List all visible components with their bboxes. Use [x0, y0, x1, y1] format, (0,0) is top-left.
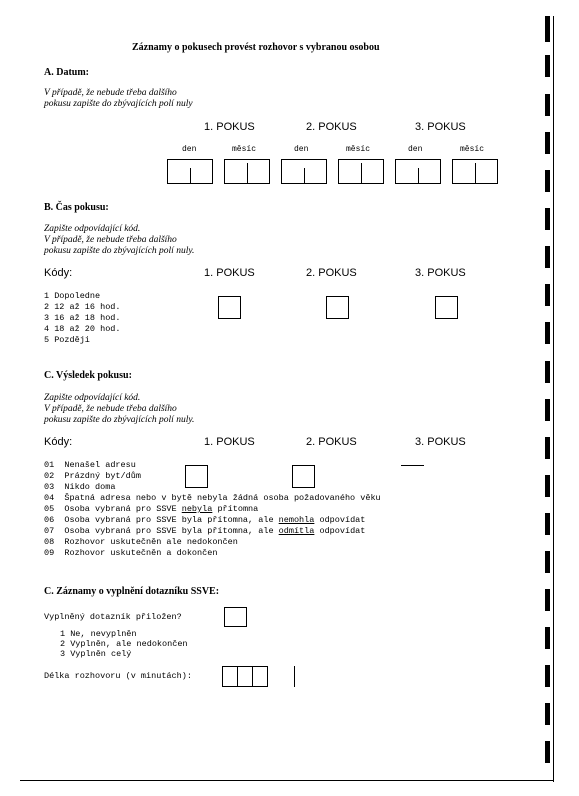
result-code-06: 06 Osoba vybraná pro SSVE byla přítomna, ale nemohla odpovídat — [44, 515, 366, 525]
time-code-2: 2 12 až 16 hod. — [44, 302, 121, 312]
duration-field-mark — [294, 666, 295, 687]
registration-mark — [545, 322, 550, 344]
interview-duration-field[interactable] — [222, 666, 268, 687]
questionnaire-attached-question: Vyplněný dotazník přiložen? — [44, 612, 182, 622]
attempt-2-time-code-box[interactable] — [326, 296, 349, 319]
section-c-instruction-2: V případě, že nebude třeba dalšího — [44, 404, 177, 414]
section-b-attempt-2: 2. POKUS — [306, 267, 357, 279]
registration-mark — [545, 703, 550, 725]
registration-mark — [545, 208, 550, 230]
registration-mark — [545, 627, 550, 649]
section-a-attempt-2: 2. POKUS — [306, 121, 357, 133]
section-b-instruction-3: pokusu zapište do zbývajících polí nuly. — [44, 246, 195, 256]
attempt-3-month-field[interactable] — [452, 159, 498, 184]
questionnaire-attached-box[interactable] — [224, 607, 247, 627]
completion-option-3: 3 Vyplněn celý — [60, 649, 132, 659]
registration-mark — [545, 551, 550, 573]
result-code-07: 07 Osoba vybraná pro SSVE byla přítomna, ale odmítla odpovídat — [44, 526, 366, 536]
attempt-1-time-code-box[interactable] — [218, 296, 241, 319]
registration-mark — [545, 132, 550, 154]
registration-mark — [545, 284, 550, 306]
time-code-4: 4 18 až 20 hod. — [44, 324, 121, 334]
result-code-05: 05 Osoba vybraná pro SSVE nebyla přítomna — [44, 504, 259, 514]
registration-mark — [545, 170, 550, 192]
section-b-instruction-2: V případě, že nebude třeba dalšího — [44, 235, 177, 245]
section-c-heading: C. Výsledek pokusu: — [44, 370, 132, 381]
registration-mark — [545, 589, 550, 611]
section-c-attempt-3: 3. POKUS — [415, 436, 466, 448]
section-b-attempt-3: 3. POKUS — [415, 267, 466, 279]
section-b-codes-label: Kódy: — [44, 267, 73, 279]
section-d-heading: C. Záznamy o vyplnění dotazníku SSVE: — [44, 586, 220, 597]
attempt-3-time-code-box[interactable] — [435, 296, 458, 319]
attempt-2-day-label: den — [294, 145, 309, 154]
section-a-attempt-1: 1. POKUS — [204, 121, 255, 133]
section-c-instruction-1: Zapište odpovídající kód. — [44, 393, 141, 403]
registration-mark — [545, 55, 550, 77]
page-edge-bottom — [20, 780, 554, 781]
attempt-3-month-label: měsíc — [460, 145, 485, 154]
result-code-01: 01 Nenašel adresu — [44, 460, 136, 470]
result-code-04: 04 Špatná adresa nebo v bytě nebyla žádná osoba požadovaného věku — [44, 493, 381, 503]
section-a-instruction-1: V případě, že nebude třeba dalšího — [44, 88, 177, 98]
registration-mark — [545, 94, 550, 116]
time-code-1: 1 Dopoledne — [44, 291, 101, 301]
result-code-02: 02 Prázdný byt/dům — [44, 471, 141, 481]
attempt-3-result-code-line[interactable] — [401, 465, 424, 466]
attempt-2-result-code-box[interactable] — [292, 465, 315, 488]
completion-option-1: 1 Ne, nevyplněn — [60, 629, 137, 639]
attempt-3-day-field[interactable] — [395, 159, 441, 184]
section-a-attempt-3: 3. POKUS — [415, 121, 466, 133]
attempt-1-month-label: měsíc — [232, 145, 257, 154]
registration-mark — [545, 475, 550, 497]
section-b-instruction-1: Zapište odpovídající kód. — [44, 224, 141, 234]
result-code-08: 08 Rozhovor uskutečněn ale nedokončen — [44, 537, 238, 547]
attempt-1-result-code-box[interactable] — [185, 465, 208, 488]
section-c-attempt-2: 2. POKUS — [306, 436, 357, 448]
time-code-5: 5 Později — [44, 335, 90, 345]
section-c-codes-label: Kódy: — [44, 436, 73, 448]
section-a-instruction-2: pokusu zapište do zbývajících polí nuly — [44, 99, 193, 109]
interview-duration-label: Délka rozhovoru (v minutách): — [44, 671, 192, 681]
registration-mark — [545, 361, 550, 383]
completion-option-2: 2 Vyplněn, ale nedokončen — [60, 639, 188, 649]
registration-mark — [545, 246, 550, 268]
section-b-attempt-1: 1. POKUS — [204, 267, 255, 279]
attempt-2-month-field[interactable] — [338, 159, 384, 184]
registration-mark — [545, 665, 550, 687]
attempt-1-day-field[interactable] — [167, 159, 213, 184]
registration-mark — [545, 741, 550, 763]
attempt-1-month-field[interactable] — [224, 159, 270, 184]
registration-mark — [545, 399, 550, 421]
section-c-attempt-1: 1. POKUS — [204, 436, 255, 448]
registration-mark — [545, 16, 550, 42]
section-a-heading: A. Datum: — [44, 67, 89, 78]
section-b-heading: B. Čas pokusu: — [44, 202, 109, 213]
result-code-03: 03 Nikdo doma — [44, 482, 116, 492]
page-title: Záznamy o pokusech provést rozhovor s vybranou osobou — [132, 42, 380, 53]
attempt-3-day-label: den — [408, 145, 423, 154]
registration-mark — [545, 513, 550, 535]
time-code-3: 3 16 až 18 hod. — [44, 313, 121, 323]
result-code-09: 09 Rozhovor uskutečněn a dokončen — [44, 548, 218, 558]
attempt-2-day-field[interactable] — [281, 159, 327, 184]
attempt-2-month-label: měsíc — [346, 145, 371, 154]
section-c-instruction-3: pokusu zapište do zbývajících polí nuly. — [44, 415, 195, 425]
attempt-1-day-label: den — [182, 145, 197, 154]
page-edge-right — [553, 16, 554, 782]
registration-mark — [545, 437, 550, 459]
